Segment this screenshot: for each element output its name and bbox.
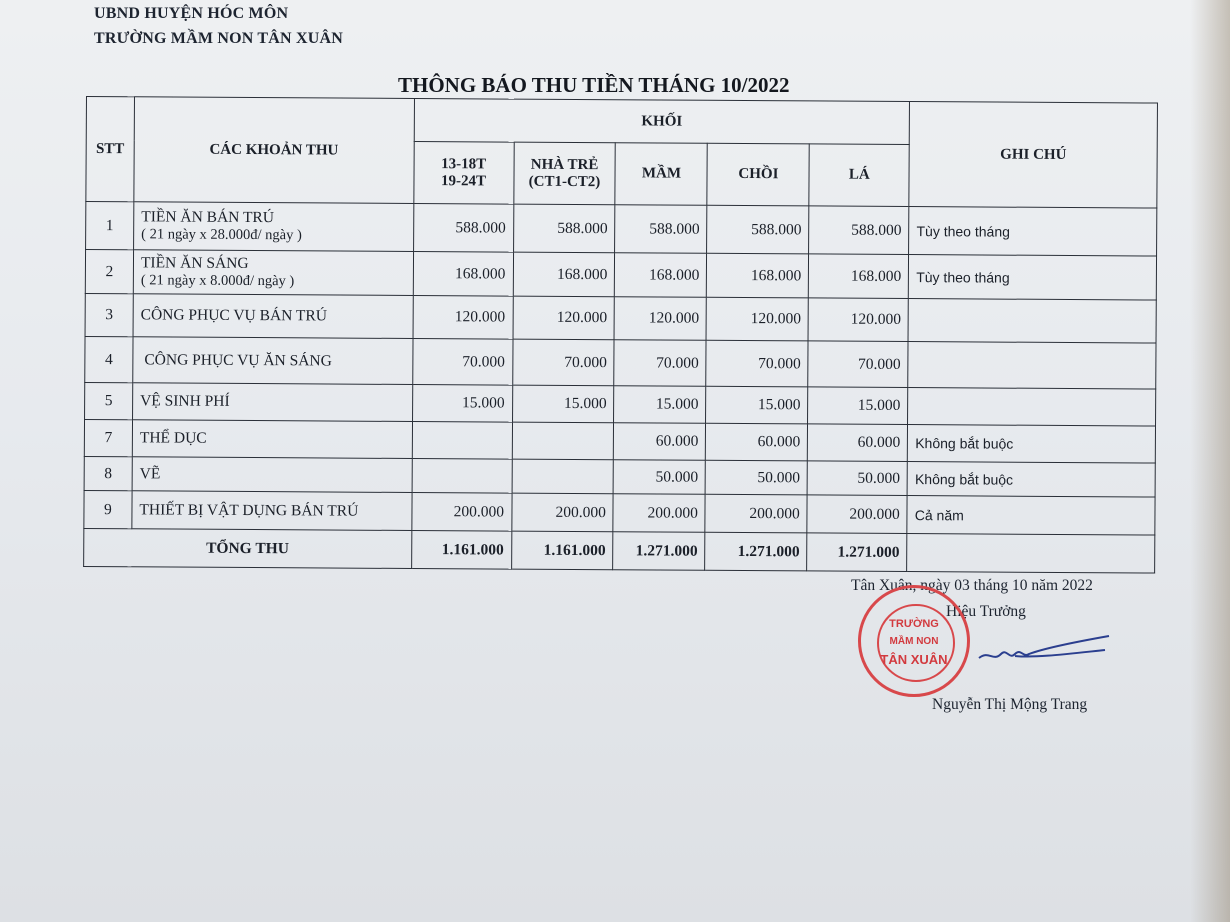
group-header-line2: (CT1-CT2) (528, 173, 601, 190)
group-header-line1: LÁ (848, 166, 870, 183)
group-header-line1: CHỒI (738, 165, 779, 183)
total-amount: 1.161.000 (411, 530, 511, 569)
total-amount: 1.271.000 (613, 532, 705, 571)
group-header-1 (413, 142, 513, 205)
table-row (84, 490, 1155, 535)
signature-mark (975, 632, 1115, 682)
group-header-4 (707, 143, 809, 206)
header-school: TRƯỜNG MẦM NON TÂN XUÂN (94, 30, 344, 47)
table-row (86, 202, 1157, 257)
row-amount: 15.000 (808, 387, 908, 425)
signer-role: Hiệu Trưởng (946, 603, 1026, 620)
row-stt: 2 (85, 250, 133, 294)
official-stamp (858, 585, 970, 697)
row-amount: 50.000 (614, 460, 706, 495)
row-item (133, 337, 413, 385)
row-item-label: TIỀN ĂN SÁNG (140, 254, 249, 272)
row-amount: 588.000 (615, 205, 707, 254)
row-amount: 168.000 (413, 252, 513, 297)
table-row (85, 250, 1156, 301)
row-stt: 9 (84, 490, 132, 528)
row-stt: 5 (85, 382, 133, 419)
row-amount: 588.000 (413, 204, 513, 253)
row-amount: 588.000 (707, 205, 809, 254)
row-amount: 70.000 (614, 340, 706, 387)
stamp-line-2: MẦM NON (889, 636, 939, 647)
total-amount: 1.161.000 (511, 531, 613, 570)
page-edge-shadow (1190, 0, 1230, 922)
row-amount: 168.000 (809, 254, 909, 299)
stamp-line-3: TÂN XUÂN (880, 652, 948, 667)
row-amount: 120.000 (706, 297, 808, 341)
row-amount: 50.000 (807, 461, 907, 496)
row-amount (412, 458, 512, 493)
col-stt-header: STT (86, 97, 135, 202)
row-stt: 3 (85, 293, 133, 336)
row-item (132, 457, 412, 493)
row-amount: 168.000 (707, 253, 809, 298)
group-header-2 (513, 142, 615, 205)
group-header-line1: 13-18T (441, 155, 487, 172)
row-item (132, 420, 412, 459)
document-title: THÔNG BÁO THU TIỀN THÁNG 10/2022 (398, 73, 790, 97)
row-amount (512, 422, 614, 460)
row-amount: 200.000 (511, 493, 613, 532)
row-amount: 15.000 (412, 384, 512, 422)
total-row (84, 528, 1155, 573)
row-note: Cả năm (907, 496, 1155, 536)
row-item (133, 294, 413, 339)
row-item-label: THỂ DỤC (139, 429, 207, 447)
total-label: TỔNG THU (84, 528, 412, 568)
row-stt: 7 (84, 419, 132, 456)
row-amount: 120.000 (513, 296, 615, 340)
group-header-line1: MẦM (641, 165, 682, 182)
row-amount: 120.000 (808, 298, 908, 342)
row-amount: 70.000 (412, 338, 512, 385)
total-note-empty (907, 534, 1155, 574)
row-amount: 588.000 (809, 206, 909, 255)
total-amount: 1.271.000 (807, 533, 907, 572)
row-stt: 8 (84, 456, 132, 490)
row-note (908, 388, 1156, 427)
row-amount: 70.000 (706, 340, 808, 387)
row-item-label: CÔNG PHỤC VỤ ĂN SÁNG (144, 350, 332, 370)
header-row (86, 97, 1157, 147)
col-note-header: GHI CHÚ (909, 102, 1157, 209)
row-amount: 200.000 (807, 495, 907, 534)
row-amount: 15.000 (614, 386, 706, 424)
row-amount (412, 421, 512, 459)
row-amount: 70.000 (512, 339, 614, 386)
row-amount: 200.000 (705, 494, 807, 533)
row-item-detail: ( 21 ngày x 8.000đ/ ngày ) (140, 272, 295, 290)
row-item (133, 383, 413, 422)
row-item-label: THIẾT BỊ VẬT DỤNG BÁN TRÚ (139, 500, 359, 520)
table-row (85, 293, 1156, 343)
table-row (85, 336, 1156, 389)
row-item-detail: ( 21 ngày x 28.000đ/ ngày ) (141, 226, 302, 244)
group-header-line2: 19-24T (440, 172, 487, 189)
row-item-label: VẼ (139, 464, 161, 482)
place-date: Tân Xuân, ngày 03 tháng 10 năm 2022 (851, 577, 1093, 594)
row-amount: 120.000 (614, 297, 706, 341)
row-item-label: VỆ SINH PHÍ (140, 392, 230, 410)
row-amount: 50.000 (706, 460, 808, 495)
row-note: Tùy theo tháng (909, 255, 1157, 301)
row-amount (512, 459, 614, 494)
row-item (132, 491, 412, 531)
stamp-line-1: TRƯỜNG (889, 618, 939, 630)
fee-table (83, 96, 1158, 574)
row-note: Không bắt buộc (907, 462, 1155, 498)
row-item-label: TIỀN ĂN BÁN TRÚ (141, 208, 275, 227)
row-amount: 15.000 (706, 386, 808, 424)
row-amount: 588.000 (513, 204, 615, 253)
row-amount: 200.000 (613, 494, 705, 533)
row-note: Không bắt buộc (908, 425, 1156, 464)
row-amount: 60.000 (614, 423, 706, 461)
signer-name: Nguyễn Thị Mộng Trang (932, 696, 1088, 713)
col-items-header: CÁC KHOẢN THU (134, 97, 414, 204)
total-amount: 1.271.000 (705, 532, 807, 571)
row-item (133, 250, 413, 296)
row-amount: 15.000 (512, 385, 614, 423)
col-khoi-header: KHỐI (414, 99, 910, 145)
group-header-line1: NHÀ TRẺ (530, 156, 599, 173)
row-note (908, 299, 1156, 344)
row-amount: 200.000 (411, 492, 511, 531)
row-amount: 70.000 (808, 341, 908, 388)
row-item (134, 202, 414, 252)
group-header-3 (615, 143, 707, 206)
row-item-label: CÔNG PHỤC VỤ BÁN TRÚ (140, 306, 328, 325)
header-district: UBND HUYỆN HÓC MÔN (94, 5, 289, 22)
row-amount: 168.000 (513, 252, 615, 297)
row-amount: 168.000 (615, 253, 707, 298)
row-note: Tùy theo tháng (909, 207, 1157, 257)
row-amount: 60.000 (808, 424, 908, 462)
row-stt: 1 (86, 202, 134, 250)
row-amount: 60.000 (706, 423, 808, 461)
group-header-5 (809, 144, 909, 207)
row-note (908, 342, 1156, 390)
row-stt: 4 (85, 336, 133, 382)
row-amount: 120.000 (413, 296, 513, 340)
